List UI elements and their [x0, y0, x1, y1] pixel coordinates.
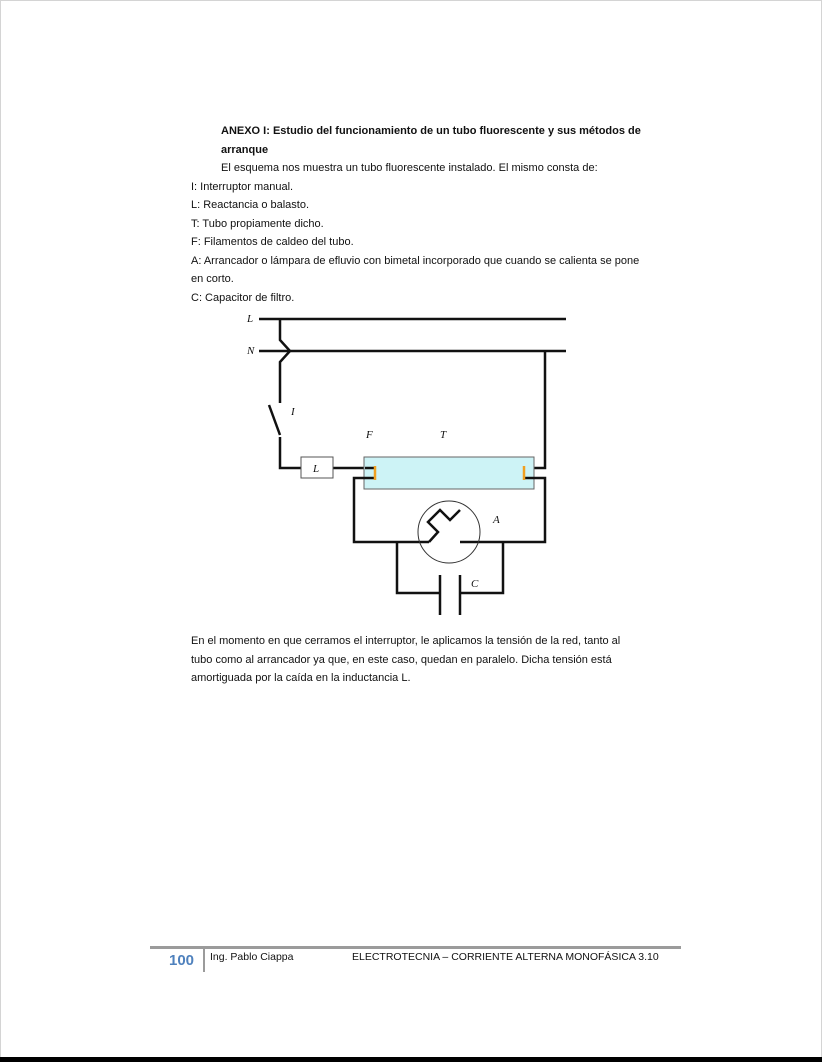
list-item: C: Capacitor de filtro.: [191, 291, 295, 304]
label-F: F: [366, 429, 373, 441]
list-item: L: Reactancia o balasto.: [191, 199, 310, 211]
footer-divider: [203, 948, 205, 972]
starter-circle: [418, 501, 480, 563]
switch-blade: [269, 405, 280, 435]
bottom-bar: [0, 1057, 822, 1062]
label-T: T: [440, 429, 447, 441]
label-I: I: [291, 406, 295, 418]
label-L-line: L: [247, 313, 254, 325]
paragraph-line: En el momento en que cerramos el interruptor, le aplicamos la tensión de la red, tanto al: [191, 635, 621, 647]
label-A: A: [493, 514, 500, 526]
heading-line-1: ANEXO I: Estudio del funcionamiento de un tubo fluorescente y sus métodos de: [221, 125, 641, 137]
neutral-drop-wire: [526, 351, 545, 468]
label-N-line: N: [247, 345, 255, 357]
switch-to-ballast-wire: [280, 437, 301, 468]
page-number: 100: [169, 952, 195, 969]
label-L-box: L: [313, 463, 320, 475]
list-item: I: Interruptor manual.: [191, 180, 294, 193]
heading-line-2: arranque: [221, 143, 269, 156]
phase-wire: [280, 319, 290, 403]
intro-text: El esquema nos muestra un tubo fluorescente instalado. El mismo consta de:: [221, 162, 598, 174]
footer-rule: [150, 946, 681, 949]
list-item: en corto.: [191, 273, 234, 285]
footer-author: Ing. Pablo Ciappa: [210, 951, 294, 963]
tube: [364, 457, 534, 489]
paragraph-line: amortiguada por la caída en la inductancia L.: [191, 672, 411, 684]
bimetal: [428, 510, 460, 542]
list-item: A: Arrancador o lámpara de efluvio con bimetal incorporado que cuando se calienta se pone: [191, 254, 640, 267]
list-item: T: Tubo propiamente dicho.: [191, 217, 324, 230]
label-C: C: [471, 578, 479, 590]
paragraph-line: tubo como al arrancador ya que, en este caso, quedan en paralelo. Dicha tensión está: [191, 653, 612, 666]
list-item: F: Filamentos de caldeo del tubo.: [191, 236, 354, 248]
footer-title: ELECTROTECNIA – CORRIENTE ALTERNA MONOFÁSICA 3.10: [352, 951, 659, 963]
